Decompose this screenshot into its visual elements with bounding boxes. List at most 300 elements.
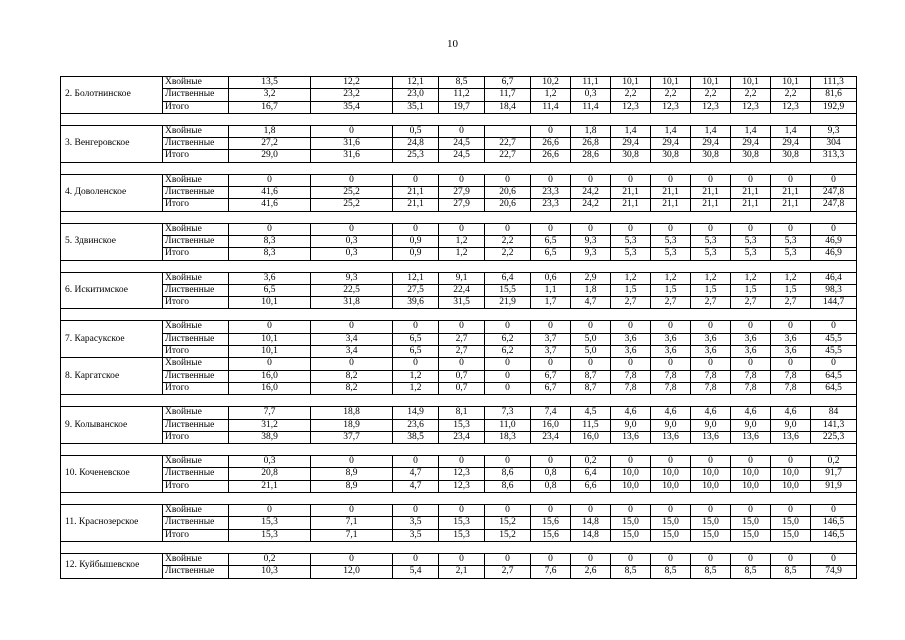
value-cell: 21,1 — [731, 187, 771, 199]
value-cell: 5,3 — [691, 235, 731, 247]
value-cell: 12,3 — [439, 468, 485, 480]
forest-type-label: Лиственные — [163, 89, 229, 101]
value-cell: 12,3 — [691, 101, 731, 113]
total-cell: 247,8 — [811, 187, 857, 199]
value-cell: 10,2 — [531, 77, 571, 89]
table-row — [61, 150, 857, 162]
value-cell: 0 — [571, 174, 611, 186]
value-cell: 7,8 — [771, 382, 811, 394]
value-cell: 15,3 — [439, 529, 485, 541]
forest-type-label: Лиственные — [163, 333, 229, 345]
value-cell: 0 — [611, 174, 651, 186]
value-cell: 10,1 — [691, 77, 731, 89]
forest-type-label: Хвойные — [163, 456, 229, 468]
value-cell: 2,1 — [439, 566, 485, 578]
value-cell: 4,5 — [571, 407, 611, 419]
value-cell: 26,6 — [531, 150, 571, 162]
table-row — [61, 272, 857, 284]
value-cell: 0 — [485, 456, 531, 468]
value-cell: 2,7 — [485, 566, 531, 578]
value-cell: 0 — [691, 553, 731, 565]
forest-type-label: Хвойные — [163, 125, 229, 137]
forest-type-label: Итого — [163, 431, 229, 443]
value-cell: 4,6 — [771, 407, 811, 419]
value-cell: 0 — [393, 456, 439, 468]
value-cell: 0 — [611, 553, 651, 565]
table-row — [61, 382, 857, 394]
value-cell: 1,4 — [611, 125, 651, 137]
forest-type-label: Итого — [163, 150, 229, 162]
value-cell: 3,6 — [611, 333, 651, 345]
value-cell — [485, 125, 531, 137]
value-cell: 0 — [439, 505, 485, 517]
value-cell: 0 — [393, 174, 439, 186]
total-cell: 46,4 — [811, 272, 857, 284]
value-cell: 30,8 — [611, 150, 651, 162]
forest-type-label: Хвойные — [163, 358, 229, 370]
value-cell: 11,4 — [531, 101, 571, 113]
value-cell: 4,6 — [611, 407, 651, 419]
value-cell: 7,4 — [531, 407, 571, 419]
value-cell: 30,8 — [731, 150, 771, 162]
value-cell: 0,7 — [439, 370, 485, 382]
value-cell: 0,7 — [439, 382, 485, 394]
forest-type-label: Итого — [163, 382, 229, 394]
value-cell: 0 — [229, 174, 311, 186]
value-cell: 18,4 — [485, 101, 531, 113]
value-cell: 21,1 — [611, 187, 651, 199]
value-cell: 8,2 — [311, 382, 393, 394]
value-cell: 19,7 — [439, 101, 485, 113]
value-cell: 20,6 — [485, 187, 531, 199]
value-cell: 29,4 — [651, 138, 691, 150]
value-cell: 23,3 — [531, 187, 571, 199]
value-cell: 30,8 — [771, 150, 811, 162]
value-cell: 1,4 — [771, 125, 811, 137]
value-cell: 0 — [393, 553, 439, 565]
forest-type-label: Итого — [163, 529, 229, 541]
value-cell: 5,0 — [571, 333, 611, 345]
value-cell: 0 — [531, 553, 571, 565]
table-row — [61, 529, 857, 541]
value-cell: 18,9 — [311, 419, 393, 431]
value-cell: 11,5 — [571, 419, 611, 431]
value-cell: 2,2 — [485, 248, 531, 260]
total-cell: 0 — [811, 174, 857, 186]
total-cell: 91,7 — [811, 468, 857, 480]
value-cell: 0 — [731, 505, 771, 517]
table-row — [61, 333, 857, 345]
table-row — [61, 297, 857, 309]
value-cell: 10,0 — [731, 480, 771, 492]
value-cell: 2,2 — [611, 89, 651, 101]
value-cell: 6,4 — [485, 272, 531, 284]
value-cell: 0 — [691, 321, 731, 333]
total-cell: 0,2 — [811, 456, 857, 468]
value-cell: 12,3 — [731, 101, 771, 113]
table-row — [61, 431, 857, 443]
value-cell: 10,0 — [731, 468, 771, 480]
value-cell: 5,3 — [691, 248, 731, 260]
forest-type-label: Лиственные — [163, 235, 229, 247]
table-row — [61, 89, 857, 101]
value-cell: 10,1 — [731, 77, 771, 89]
value-cell: 8,9 — [311, 480, 393, 492]
table-row — [61, 321, 857, 333]
value-cell: 5,0 — [571, 346, 611, 358]
value-cell: 1,1 — [531, 284, 571, 296]
value-cell: 21,1 — [691, 199, 731, 211]
total-cell: 45,5 — [811, 346, 857, 358]
value-cell: 1,2 — [393, 382, 439, 394]
value-cell: 12,0 — [311, 566, 393, 578]
value-cell: 15,2 — [485, 517, 531, 529]
total-cell: 64,5 — [811, 370, 857, 382]
total-cell: 0 — [811, 505, 857, 517]
value-cell: 0 — [439, 223, 485, 235]
value-cell: 21,1 — [393, 187, 439, 199]
value-cell: 4,7 — [571, 297, 611, 309]
total-cell: 98,3 — [811, 284, 857, 296]
value-cell: 24,5 — [439, 150, 485, 162]
region-spacer — [61, 444, 857, 456]
value-cell: 0 — [485, 223, 531, 235]
value-cell: 10,0 — [611, 468, 651, 480]
value-cell: 23,4 — [439, 431, 485, 443]
value-cell: 30,8 — [651, 150, 691, 162]
total-cell: 0 — [811, 553, 857, 565]
value-cell: 0,3 — [311, 248, 393, 260]
value-cell: 1,8 — [229, 125, 311, 137]
value-cell: 3,6 — [229, 272, 311, 284]
total-cell: 84 — [811, 407, 857, 419]
value-cell: 0 — [393, 223, 439, 235]
value-cell: 5,4 — [393, 566, 439, 578]
table-row — [61, 199, 857, 211]
value-cell: 0,3 — [311, 235, 393, 247]
value-cell: 9,3 — [571, 235, 611, 247]
value-cell: 3,7 — [531, 346, 571, 358]
value-cell: 0 — [651, 223, 691, 235]
value-cell: 1,7 — [531, 297, 571, 309]
value-cell: 2,7 — [771, 297, 811, 309]
value-cell: 0 — [651, 174, 691, 186]
value-cell: 23,6 — [393, 419, 439, 431]
value-cell: 4,6 — [691, 407, 731, 419]
forest-type-label: Лиственные — [163, 138, 229, 150]
value-cell: 20,8 — [229, 468, 311, 480]
value-cell: 0 — [531, 223, 571, 235]
value-cell: 15,3 — [439, 419, 485, 431]
value-cell: 1,2 — [651, 272, 691, 284]
value-cell: 22,7 — [485, 138, 531, 150]
value-cell: 41,6 — [229, 187, 311, 199]
value-cell: 1,5 — [691, 284, 731, 296]
total-cell: 313,3 — [811, 150, 857, 162]
value-cell: 5,3 — [771, 248, 811, 260]
value-cell: 0 — [485, 382, 531, 394]
value-cell: 0 — [229, 505, 311, 517]
forest-type-label: Итого — [163, 248, 229, 260]
value-cell: 3,6 — [771, 333, 811, 345]
value-cell: 0 — [691, 174, 731, 186]
value-cell: 7,8 — [691, 370, 731, 382]
value-cell: 3,4 — [311, 346, 393, 358]
value-cell: 16,0 — [531, 419, 571, 431]
forest-type-label: Итого — [163, 297, 229, 309]
region-name: 9. Колыванское — [61, 407, 163, 444]
value-cell: 35,1 — [393, 101, 439, 113]
value-cell: 11,7 — [485, 89, 531, 101]
value-cell: 9,0 — [731, 419, 771, 431]
value-cell: 18,8 — [311, 407, 393, 419]
total-cell: 146,5 — [811, 529, 857, 541]
total-cell: 304 — [811, 138, 857, 150]
value-cell: 9,3 — [571, 248, 611, 260]
value-cell: 6,5 — [393, 346, 439, 358]
region-name: 3. Венгеровское — [61, 125, 163, 162]
value-cell: 0,8 — [531, 468, 571, 480]
value-cell: 0 — [311, 505, 393, 517]
value-cell: 13,6 — [731, 431, 771, 443]
value-cell: 7,8 — [611, 370, 651, 382]
value-cell: 22,4 — [439, 284, 485, 296]
value-cell: 27,9 — [439, 199, 485, 211]
value-cell: 15,0 — [611, 529, 651, 541]
value-cell: 0,9 — [393, 248, 439, 260]
value-cell: 1,8 — [571, 125, 611, 137]
table-row — [61, 553, 857, 565]
value-cell: 16,0 — [571, 431, 611, 443]
region-spacer — [61, 541, 857, 553]
value-cell: 8,5 — [691, 566, 731, 578]
forest-type-label: Хвойные — [163, 272, 229, 284]
value-cell: 6,5 — [531, 248, 571, 260]
value-cell: 6,7 — [485, 77, 531, 89]
total-cell: 0 — [811, 223, 857, 235]
value-cell: 2,7 — [611, 297, 651, 309]
value-cell: 0 — [311, 456, 393, 468]
region-spacer — [61, 309, 857, 321]
value-cell: 1,5 — [771, 284, 811, 296]
value-cell: 0 — [771, 553, 811, 565]
value-cell: 28,6 — [571, 150, 611, 162]
value-cell: 0,8 — [531, 480, 571, 492]
value-cell: 5,3 — [771, 235, 811, 247]
value-cell: 2,2 — [731, 89, 771, 101]
value-cell: 7,8 — [611, 382, 651, 394]
value-cell: 1,5 — [651, 284, 691, 296]
value-cell: 0 — [571, 321, 611, 333]
table-row — [61, 468, 857, 480]
forest-type-label: Хвойные — [163, 321, 229, 333]
value-cell: 10,1 — [611, 77, 651, 89]
value-cell: 39,6 — [393, 297, 439, 309]
value-cell: 5,3 — [651, 235, 691, 247]
value-cell: 3,6 — [731, 346, 771, 358]
value-cell: 1,2 — [691, 272, 731, 284]
value-cell: 11,4 — [571, 101, 611, 113]
value-cell: 2,7 — [651, 297, 691, 309]
table-row — [61, 284, 857, 296]
value-cell: 0 — [651, 321, 691, 333]
value-cell: 0 — [311, 553, 393, 565]
value-cell: 0,2 — [571, 456, 611, 468]
value-cell: 0 — [229, 321, 311, 333]
table-row — [61, 187, 857, 199]
value-cell: 8,1 — [439, 407, 485, 419]
value-cell: 3,6 — [651, 346, 691, 358]
value-cell: 29,4 — [731, 138, 771, 150]
value-cell: 8,5 — [771, 566, 811, 578]
table-row — [61, 358, 857, 370]
value-cell: 15,0 — [731, 517, 771, 529]
value-cell: 0 — [731, 456, 771, 468]
value-cell: 1,4 — [651, 125, 691, 137]
value-cell: 13,6 — [691, 431, 731, 443]
total-cell: 141,3 — [811, 419, 857, 431]
value-cell: 21,1 — [611, 199, 651, 211]
value-cell: 7,6 — [531, 566, 571, 578]
value-cell: 22,5 — [311, 284, 393, 296]
value-cell: 0 — [731, 223, 771, 235]
value-cell: 15,0 — [651, 529, 691, 541]
value-cell: 3,4 — [311, 333, 393, 345]
value-cell: 0 — [651, 358, 691, 370]
forest-type-label: Хвойные — [163, 223, 229, 235]
value-cell: 11,1 — [571, 77, 611, 89]
value-cell: 0 — [531, 174, 571, 186]
value-cell: 15,3 — [439, 517, 485, 529]
value-cell: 15,0 — [691, 529, 731, 541]
value-cell: 8,5 — [651, 566, 691, 578]
value-cell: 21,1 — [731, 199, 771, 211]
region-spacer — [61, 260, 857, 272]
value-cell: 21,1 — [393, 199, 439, 211]
value-cell: 2,7 — [731, 297, 771, 309]
region-name: 6. Искитимское — [61, 272, 163, 309]
value-cell: 15,6 — [531, 517, 571, 529]
value-cell: 7,8 — [651, 382, 691, 394]
value-cell: 2,7 — [691, 297, 731, 309]
value-cell: 21,1 — [229, 480, 311, 492]
value-cell: 0 — [229, 358, 311, 370]
value-cell: 0 — [691, 358, 731, 370]
forest-type-label: Хвойные — [163, 77, 229, 89]
value-cell: 3,6 — [731, 333, 771, 345]
value-cell: 0 — [531, 358, 571, 370]
value-cell: 0 — [771, 321, 811, 333]
value-cell: 2,2 — [771, 89, 811, 101]
value-cell: 23,0 — [393, 89, 439, 101]
value-cell: 26,6 — [531, 138, 571, 150]
value-cell: 5,3 — [731, 248, 771, 260]
value-cell: 0,3 — [229, 456, 311, 468]
value-cell: 15,0 — [611, 517, 651, 529]
value-cell: 0 — [311, 358, 393, 370]
value-cell: 0 — [485, 553, 531, 565]
table-row — [61, 248, 857, 260]
value-cell: 14,8 — [571, 517, 611, 529]
value-cell: 12,3 — [651, 101, 691, 113]
forest-type-label: Хвойные — [163, 505, 229, 517]
value-cell: 0 — [651, 456, 691, 468]
total-cell: 111,3 — [811, 77, 857, 89]
value-cell: 11,0 — [485, 419, 531, 431]
value-cell: 6,2 — [485, 346, 531, 358]
value-cell: 6,6 — [571, 480, 611, 492]
forest-type-label: Хвойные — [163, 407, 229, 419]
value-cell: 5,3 — [611, 235, 651, 247]
value-cell: 38,9 — [229, 431, 311, 443]
value-cell: 20,6 — [485, 199, 531, 211]
value-cell: 5,3 — [611, 248, 651, 260]
value-cell: 0,3 — [571, 89, 611, 101]
value-cell: 0 — [771, 358, 811, 370]
value-cell: 1,2 — [771, 272, 811, 284]
total-cell: 225,3 — [811, 431, 857, 443]
value-cell: 15,2 — [485, 529, 531, 541]
value-cell: 7,8 — [691, 382, 731, 394]
value-cell: 3,5 — [393, 529, 439, 541]
value-cell: 8,5 — [611, 566, 651, 578]
value-cell: 13,5 — [229, 77, 311, 89]
value-cell: 0 — [611, 358, 651, 370]
value-cell: 0 — [771, 505, 811, 517]
value-cell: 9,0 — [611, 419, 651, 431]
value-cell: 8,7 — [571, 382, 611, 394]
value-cell: 0 — [393, 358, 439, 370]
value-cell: 15,0 — [731, 529, 771, 541]
value-cell: 7,8 — [771, 370, 811, 382]
value-cell: 26,8 — [571, 138, 611, 150]
value-cell: 10,1 — [229, 346, 311, 358]
forest-type-label: Хвойные — [163, 553, 229, 565]
value-cell: 0 — [439, 553, 485, 565]
value-cell: 41,6 — [229, 199, 311, 211]
value-cell: 2,2 — [485, 235, 531, 247]
value-cell: 8,5 — [439, 77, 485, 89]
value-cell: 0 — [311, 174, 393, 186]
total-cell: 46,9 — [811, 235, 857, 247]
value-cell: 2,9 — [571, 272, 611, 284]
table-row — [61, 223, 857, 235]
value-cell: 29,4 — [691, 138, 731, 150]
value-cell: 25,3 — [393, 150, 439, 162]
value-cell: 15,0 — [771, 517, 811, 529]
value-cell: 2,7 — [439, 333, 485, 345]
value-cell: 1,2 — [611, 272, 651, 284]
value-cell: 9,3 — [311, 272, 393, 284]
forest-type-label: Итого — [163, 480, 229, 492]
value-cell: 5,3 — [651, 248, 691, 260]
value-cell: 27,9 — [439, 187, 485, 199]
value-cell: 6,5 — [531, 235, 571, 247]
value-cell: 2,2 — [691, 89, 731, 101]
value-cell: 8,6 — [485, 468, 531, 480]
table-row — [61, 419, 857, 431]
forest-type-label: Лиственные — [163, 419, 229, 431]
value-cell: 0 — [691, 223, 731, 235]
region-name: 5. Здвинское — [61, 223, 163, 260]
value-cell: 8,9 — [311, 468, 393, 480]
value-cell: 14,8 — [571, 529, 611, 541]
value-cell: 0 — [485, 505, 531, 517]
value-cell: 37,7 — [311, 431, 393, 443]
value-cell: 14,9 — [393, 407, 439, 419]
value-cell: 8,7 — [571, 370, 611, 382]
value-cell: 0 — [771, 223, 811, 235]
